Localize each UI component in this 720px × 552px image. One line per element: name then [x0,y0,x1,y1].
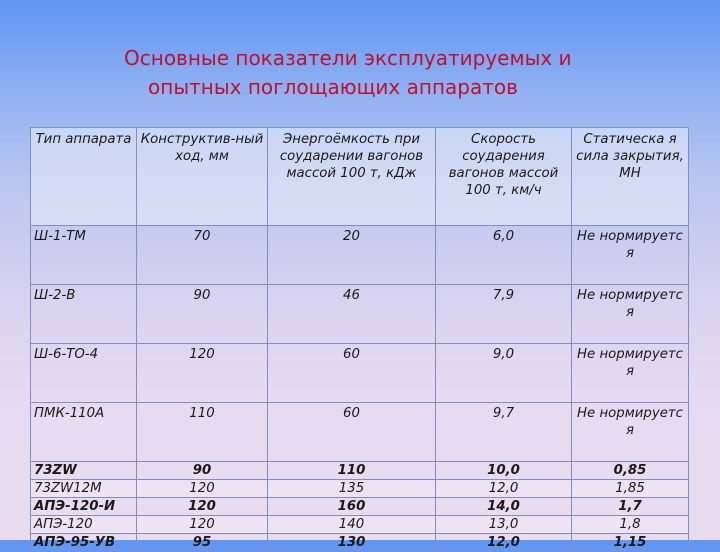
table-row [31,226,689,285]
table-row [31,462,689,480]
cell-type: Ш-2-В [31,285,137,344]
cell-speed: 13,0 [436,516,572,534]
header-energy: Энергоёмкость при соударении вагонов массой 100 т, кДж [268,128,436,226]
cell-energy: 60 [268,344,436,403]
cell-stroke: 95 [137,534,268,552]
cell-type: 73ZW12М [31,480,137,498]
cell-stroke: 70 [137,226,268,285]
table-row [31,285,689,344]
cell-speed: 12,0 [436,480,572,498]
table-row [31,498,689,516]
table-row [31,480,689,498]
cell-speed: 9,7 [436,403,572,462]
cell-energy: 46 [268,285,436,344]
table-header-row [31,128,689,226]
cell-stroke: 120 [137,516,268,534]
cell-speed: 12,0 [436,534,572,552]
cell-stroke: 120 [137,344,268,403]
cell-energy: 60 [268,403,436,462]
cell-stroke: 120 [137,480,268,498]
cell-force: 1,85 [572,480,689,498]
header-stroke: Конструктив-ный ход, мм [137,128,268,226]
title-line-1: Основные показатели эксплуатируемых и [124,46,572,70]
slide-title [0,44,720,102]
cell-energy: 140 [268,516,436,534]
cell-speed: 9,0 [436,344,572,403]
cell-type: АПЭ-120-И [31,498,137,516]
cell-force: Не нормируетс я [572,285,689,344]
cell-type: Ш-1-ТМ [31,226,137,285]
cell-force: Не нормируетс я [572,226,689,285]
cell-type: АПЭ-95-УВ [31,534,137,552]
cell-stroke: 110 [137,403,268,462]
cell-stroke: 90 [137,285,268,344]
cell-force: Не нормируетс я [572,344,689,403]
cell-stroke: 120 [137,498,268,516]
cell-energy: 20 [268,226,436,285]
cell-force: 0,85 [572,462,689,480]
cell-force: 1,8 [572,516,689,534]
cell-speed: 6,0 [436,226,572,285]
cell-type: ПМК-110А [31,403,137,462]
header-type: Тип аппарата [31,128,137,226]
table-row [31,534,689,552]
cell-force: 1,15 [572,534,689,552]
cell-type: АПЭ-120 [31,516,137,534]
table-row [31,344,689,403]
header-speed: Скорость соударения вагонов массой 100 т, км/ч [436,128,572,226]
header-force: Статическа я сила закрытия, МН [572,128,689,226]
cell-energy: 135 [268,480,436,498]
cell-energy: 160 [268,498,436,516]
cell-energy: 130 [268,534,436,552]
cell-speed: 10,0 [436,462,572,480]
absorbers-table [30,127,689,552]
cell-force: 1,7 [572,498,689,516]
table-row [31,403,689,462]
cell-energy: 110 [268,462,436,480]
cell-type: Ш-6-ТО-4 [31,344,137,403]
cell-speed: 14,0 [436,498,572,516]
cell-speed: 7,9 [436,285,572,344]
table-row [31,516,689,534]
cell-force: Не нормируетс я [572,403,689,462]
title-line-2: опытных поглощающих аппаратов [148,75,518,99]
cell-stroke: 90 [137,462,268,480]
cell-type: 73ZW [31,462,137,480]
